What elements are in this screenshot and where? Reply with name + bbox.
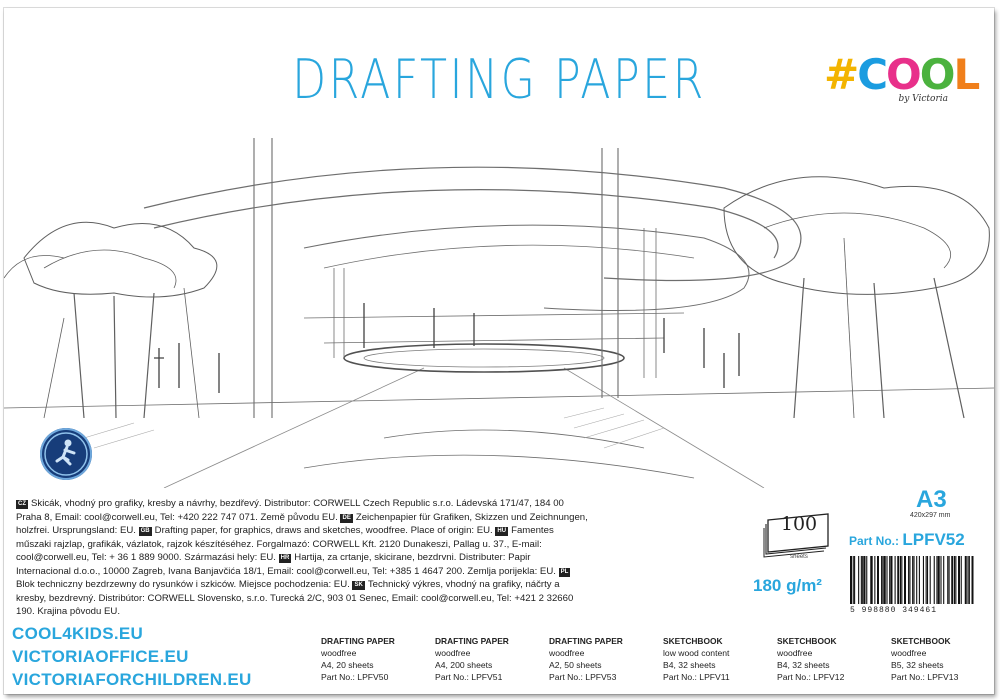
barcode-bar — [961, 556, 962, 604]
barcode-bar — [864, 556, 866, 604]
barcode-bar — [930, 556, 931, 604]
language-flag-icon: CZ — [18, 501, 26, 507]
product-format: A4, 20 sheets — [321, 660, 374, 670]
barcode-bar — [850, 556, 852, 604]
product-part: Part No.: LPFV12 — [777, 672, 845, 682]
product-part: Part No.: LPFV51 — [435, 672, 503, 682]
barcode-bar — [861, 556, 862, 604]
product-material: woodfree — [435, 648, 471, 658]
product-format: A4, 200 sheets — [435, 660, 493, 670]
barcode-bar — [927, 556, 928, 604]
description-text: Skicák, vhodný pro grafiky, kresby a návrhy, bezdřevý. Distributor: CORWELL Czech Republic s.r.o. Ládevská 171/47, 184 00 Praha 8, Email: cool@corwell.eu, Tel: +420 222 747 071. Země původu EU. — [16, 498, 564, 523]
logo-letter: L — [953, 50, 979, 99]
cool-logo-text — [824, 50, 979, 99]
product-name: DRAFTING PAPER — [435, 636, 509, 646]
product-name: SKETCHBOOK — [891, 636, 951, 646]
barcode-bar — [923, 556, 924, 604]
barcode-bar — [943, 556, 944, 604]
product-part: Part No.: LPFV53 — [549, 672, 617, 682]
product-card — [777, 635, 891, 683]
barcode-bar — [938, 556, 940, 604]
language-flag-icon: GB — [140, 528, 150, 534]
cool-logo — [824, 50, 979, 106]
barcode-bar — [926, 556, 927, 604]
barcode-bar — [909, 556, 910, 604]
barcode-bar — [972, 556, 974, 604]
barcode-bar — [901, 556, 902, 604]
product-card — [549, 635, 663, 683]
website-list — [12, 622, 252, 691]
barcode-bar — [872, 556, 873, 604]
sheet-count-label: sheets — [790, 554, 808, 560]
recycle-badge-icon — [40, 428, 92, 480]
barcode-bar — [958, 556, 960, 604]
barcode-bar — [913, 556, 914, 604]
barcode-bar — [969, 556, 970, 604]
description-text: Blok techniczny bezdrzewny do rysunków i szkiców. Miejsce pochodzenia: EU. — [16, 579, 353, 590]
barcode — [846, 556, 976, 606]
barcode-bar — [951, 556, 953, 604]
barcode-bar — [853, 556, 854, 604]
paper-weight: 180 g/m² — [753, 576, 822, 595]
product-name: DRAFTING PAPER — [549, 636, 623, 646]
barcode-bar — [895, 556, 896, 604]
description-text: Drafting paper, for graphics, draws and sketches, woodfree. Place of origin: EU. — [154, 525, 496, 536]
logo-letter: O — [886, 50, 920, 99]
barcode-bar — [884, 556, 886, 604]
barcode-bar — [912, 556, 913, 604]
product-material: woodfree — [777, 648, 813, 658]
product-name: DRAFTING PAPER — [321, 636, 395, 646]
barcode-bar — [889, 556, 890, 604]
part-number — [849, 530, 965, 550]
product-description — [16, 497, 588, 619]
barcode-bar — [877, 556, 879, 604]
barcode-bar — [866, 556, 867, 604]
language-flag-icon: HU — [497, 528, 507, 534]
barcode-bar — [967, 556, 968, 604]
barcode-bar — [882, 556, 883, 604]
cool-logo-byline: by Victoria — [898, 94, 948, 104]
product-format: B4, 32 sheets — [777, 660, 830, 670]
barcode-bar — [891, 556, 893, 604]
barcode-bar — [881, 556, 882, 604]
cover-title: DRAFTING PAPER — [292, 48, 706, 111]
format-dimensions: 420x297 mm — [910, 512, 951, 519]
barcode-bar — [862, 556, 863, 604]
product-part: Part No.: LPFV11 — [663, 672, 730, 682]
product-format: A2, 50 sheets — [549, 660, 602, 670]
product-part: Part No.: LPFV50 — [321, 672, 389, 682]
logo-letter: C — [857, 50, 887, 99]
description-text: Famentes műszaki rajzlap, grafikák, vázlatok, rajzok készítéséhez. Forgalmazó: CORWELL Kft. 2120 Dunakeszi, Pallag u. 37., E-mail: cool@corwell.eu, Tel: + 36 1 889 9000. Származási hely: EU. — [16, 525, 554, 563]
barcode-bar — [904, 556, 906, 604]
barcode-bar — [916, 556, 917, 604]
logo-letter: # — [824, 50, 858, 99]
related-products — [321, 635, 994, 683]
barcode-bar — [955, 556, 956, 604]
barcode-bar — [936, 556, 937, 604]
website-link[interactable]: COOL4KIDS.EU — [12, 624, 144, 643]
barcode-bar — [965, 556, 967, 604]
product-card — [663, 635, 777, 683]
barcode-bar — [919, 556, 920, 604]
barcode-bar — [947, 556, 948, 604]
barcode-bar — [908, 556, 909, 604]
barcode-bar — [934, 556, 935, 604]
logo-letter: O — [919, 50, 954, 99]
product-card — [321, 635, 435, 683]
language-flag-icon: DE — [342, 514, 351, 521]
architecture-sketch-illustration — [4, 118, 994, 488]
drafting-paper-cover — [4, 8, 994, 694]
website-link[interactable]: VICTORIAFORCHILDREN.EU — [12, 670, 252, 689]
barcode-number: 5 998880 349461 — [850, 606, 938, 615]
product-material: woodfree — [321, 648, 357, 658]
barcode-bar — [897, 556, 899, 604]
barcode-bar — [900, 556, 901, 604]
language-flag-icon: HR — [280, 555, 290, 561]
part-number-value: LPFV52 — [902, 530, 965, 549]
barcode-bar — [854, 556, 855, 604]
language-flag-icon: SK — [354, 582, 363, 588]
product-name: SKETCHBOOK — [663, 636, 723, 646]
barcode-bar — [874, 556, 875, 604]
language-flag-icon: PL — [560, 568, 569, 575]
part-number-label: Part No.: — [849, 534, 900, 548]
product-card — [891, 635, 994, 683]
product-material: woodfree — [891, 648, 927, 658]
barcode-bar — [954, 556, 955, 604]
product-format: B4, 32 sheets — [663, 660, 716, 670]
product-part: Part No.: LPFV13 — [891, 672, 959, 682]
barcode-bar — [886, 556, 887, 604]
website-link[interactable]: VICTORIAOFFICE.EU — [12, 647, 189, 666]
sheet-count: 100 — [780, 513, 818, 535]
product-name: SKETCHBOOK — [777, 636, 837, 646]
description-text: Technický výkres, vhodný na grafiky, náčrty a kresby, bezdrevný. Distribútor: CORWELL Slovensko, s.r.o. Turecká 2/C, 903 01 Senec, Email: cool@corwell.eu, Tel: +421 2 32660 190. Krajina pôvodu EU. — [16, 579, 574, 617]
barcode-bar — [949, 556, 950, 604]
product-material: low wood content — [663, 648, 730, 658]
product-card — [435, 635, 549, 683]
barcode-bar — [858, 556, 859, 604]
barcode-bar — [940, 556, 941, 604]
product-material: woodfree — [549, 648, 585, 658]
format-size: A3 — [916, 486, 947, 513]
description-text: Hartija, za crtanje, skicirane, bezdrvni. Distributer: Papir Internacional d.o.o., 10000 Zagreb, Ivana Banjavčića 18/1, Email: cool@corwell.eu, Tel: +385 1 4647 200. Zemlja porijekla: EU. — [16, 552, 559, 577]
product-format: B5, 32 sheets — [891, 660, 944, 670]
description-text: Zeichenpapier für Grafiken, Skizzen und Zeichnungen, holzfrei. Ursprungsland: EU. — [16, 511, 588, 536]
